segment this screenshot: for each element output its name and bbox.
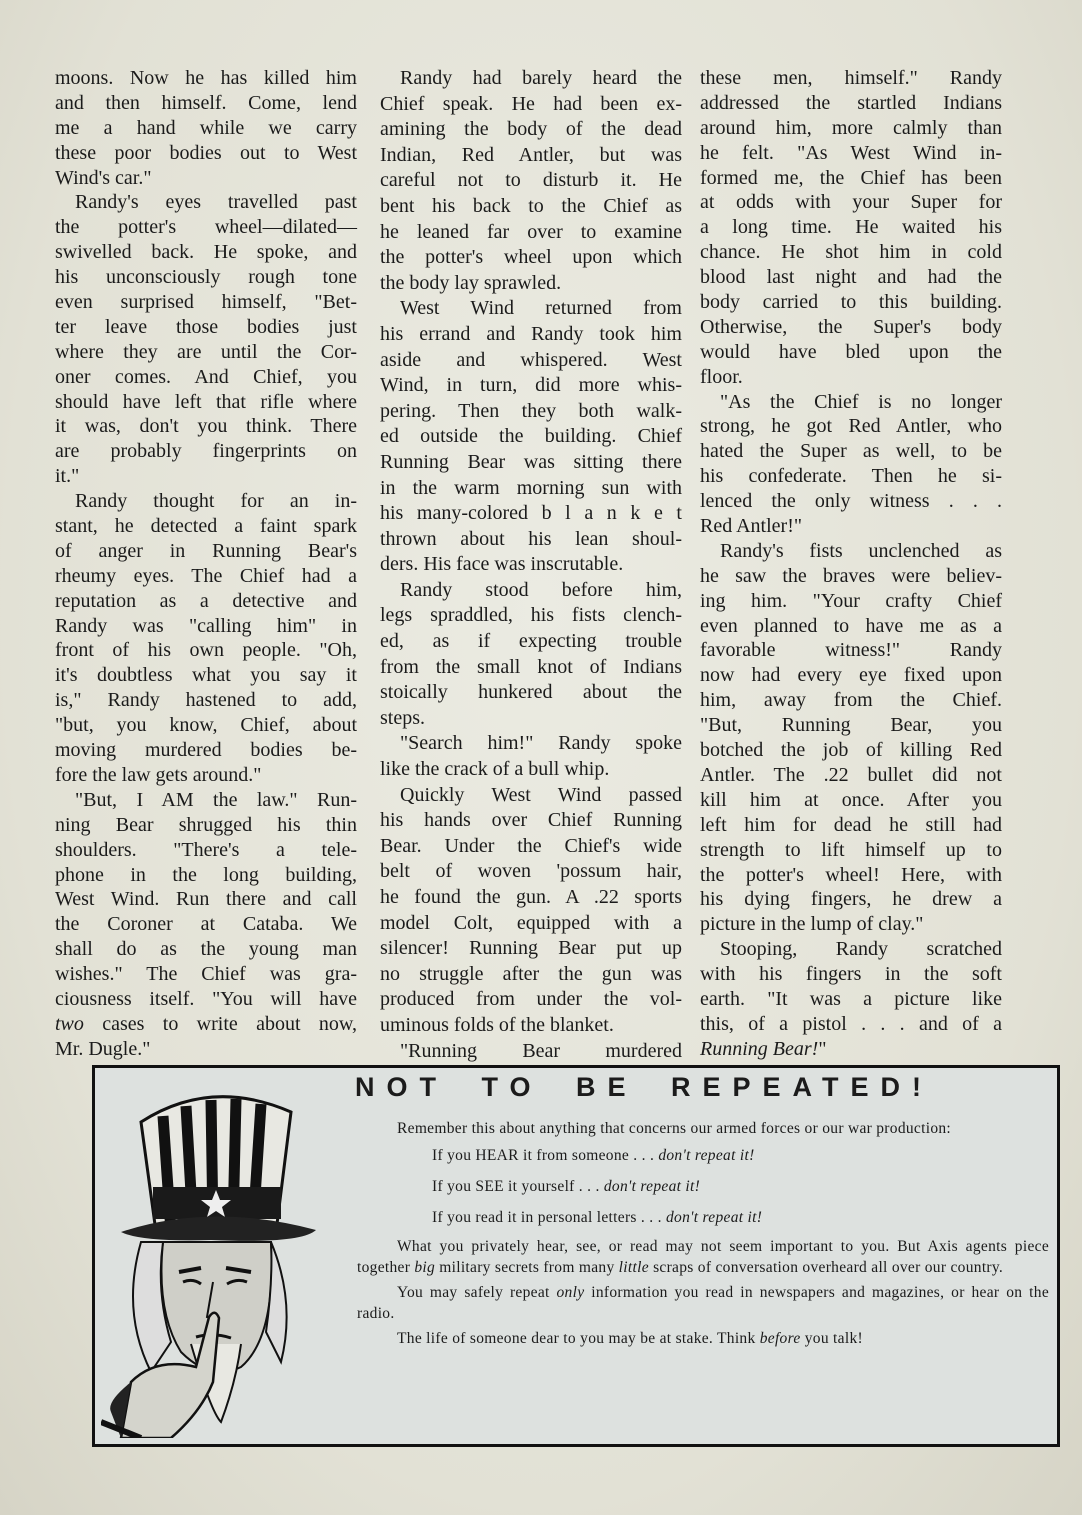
text-line: steps. xyxy=(380,706,425,729)
text-line: ders. His face was inscrutable. xyxy=(380,553,624,576)
text-line: he leaned far over to examine xyxy=(380,220,682,243)
text-line: Otherwise, the Super's body xyxy=(700,315,1002,338)
text-line: thrown about his lean shoul- xyxy=(380,527,682,550)
text-line: Stooping, Randy scratched xyxy=(720,938,1002,961)
text-line: stoically hunkered about the xyxy=(380,681,682,704)
text-segment: military secrets from many xyxy=(435,1259,619,1276)
text-line: would have bled upon the xyxy=(700,340,1002,363)
text-line: with his fingers in the soft xyxy=(700,963,1002,986)
text-line: produced from under the vol- xyxy=(380,988,682,1011)
text-line: these poor bodies out to West xyxy=(55,141,357,164)
text-line: Chief speak. He had been ex- xyxy=(380,92,682,115)
text-line: belt of woven 'possum hair, xyxy=(380,860,682,883)
text-line: it was, don't you think. There xyxy=(55,415,357,438)
notice-title: NOT TO BE REPEATED! xyxy=(355,1072,934,1102)
rule-emphasis: don't repeat it! xyxy=(658,1147,755,1164)
text-line: lenced the only witness . . . xyxy=(700,490,1002,513)
text-line: like the crack of a bull whip. xyxy=(380,758,610,781)
text-line: even surprised himself, "Bet- xyxy=(55,291,357,314)
text-line: is," Randy hastened to add, xyxy=(55,689,357,712)
text-line: aside and whispered. West xyxy=(380,348,682,371)
text-line: strong, he got Red Antler, who xyxy=(700,415,1002,438)
text-line: formed me, the Chief has been xyxy=(700,166,1002,189)
text-line: Randy's fists unclenched as xyxy=(720,539,1002,562)
text-line: Randy thought for an in- xyxy=(75,490,357,513)
text-line: Randy stood before him, xyxy=(400,578,682,601)
text-segment: You may safely repeat xyxy=(397,1284,557,1301)
text-line: should have left that rifle where xyxy=(55,390,357,413)
text-segment: before xyxy=(759,1330,801,1347)
text-line: legs spraddled, his fists clench- xyxy=(380,604,682,627)
text-line: around him, more calmly than xyxy=(700,116,1002,139)
text-line: botched the job of killing Red xyxy=(700,739,1002,762)
text-line: and then himself. Come, lend xyxy=(55,91,357,114)
text-line: stant, he detected a faint spark xyxy=(55,515,357,538)
text-line: rheumy eyes. The Chief had a xyxy=(55,564,357,587)
text-segment: information you read in newspapers and magazines, or hear on the radio. xyxy=(357,1284,1050,1322)
rule-text: If you SEE it yourself . . . xyxy=(432,1178,604,1195)
text-line: it." xyxy=(55,465,80,488)
text-line: fore the law gets around." xyxy=(55,763,262,786)
text-line: "Running Bear murdered xyxy=(400,1039,682,1062)
text-segment: little xyxy=(618,1259,649,1276)
text-line: he found the gun. A .22 sports xyxy=(380,886,682,908)
text-segment: What you privately hear, see, or read may not seem important to you. But Axis agents piece together xyxy=(357,1238,1049,1276)
text-line: chance. He shot him in cold xyxy=(700,241,1002,264)
text-line: reputation as a detective and xyxy=(55,589,357,612)
notice-rule xyxy=(357,1205,1049,1231)
text-line xyxy=(700,1037,1002,1062)
text-line: picture in the lump of clay." xyxy=(700,913,924,936)
text-line: these men, himself." Randy xyxy=(700,67,1002,89)
text-line: blood last night and had the xyxy=(700,266,1002,289)
text-segment: you talk! xyxy=(800,1330,863,1347)
text-line: front of his own people. "Oh, xyxy=(55,639,357,662)
text-line: Randy had barely heard the xyxy=(400,67,682,89)
text-line: ter leave those bodies just xyxy=(55,315,357,338)
text-line: are probably fingerprints on xyxy=(55,440,357,463)
text-line: oner comes. And Chief, you xyxy=(55,365,357,388)
text-line: ing him. "Your crafty Chief xyxy=(700,589,1002,612)
text-line: the Coroner at Cataba. We xyxy=(55,913,357,936)
text-line: moving murdered bodies be- xyxy=(55,739,357,762)
text-line: this, of a pistol . . . and of a xyxy=(700,1012,1002,1035)
text-line: swivelled back. He spoke, and xyxy=(55,241,357,264)
text-line: the potter's wheel! Here, with xyxy=(700,863,1002,886)
text-line: the body lay sprawled. xyxy=(380,271,562,294)
text-line: uminous folds of the blanket. xyxy=(380,1013,614,1036)
text-column-2 xyxy=(380,66,682,1064)
notice-paragraph xyxy=(357,1282,1049,1324)
text-segment: Running Bear! xyxy=(700,1037,819,1060)
text-line: it's doubtless what you say it xyxy=(55,664,357,687)
uncle-sam-illustration xyxy=(101,1082,349,1438)
text-line: where they are until the Cor- xyxy=(55,340,357,363)
text-line: him, away from the Chief. xyxy=(700,689,1002,712)
text-line: "But, I AM the law." Run- xyxy=(75,788,357,811)
text-line: he felt. "As West Wind in- xyxy=(700,141,1002,164)
notice-paragraph xyxy=(357,1328,1049,1349)
text-line: West Wind returned from xyxy=(400,297,682,320)
text-line: at odds with your Super for xyxy=(700,191,1002,214)
text-line: a long time. He waited his xyxy=(700,216,1002,239)
text-line: the potter's wheel—dilated— xyxy=(55,216,357,239)
text-line: Mr. Dugle." xyxy=(55,1037,151,1060)
text-line: his errand and Randy took him xyxy=(380,322,682,345)
text-column-1 xyxy=(55,66,357,1062)
notice-rule xyxy=(357,1174,1049,1200)
text-segment: scraps of conversation overheard all over our country. xyxy=(648,1259,1004,1276)
text-line xyxy=(55,1012,357,1037)
text-line: his unconsciously rough tone xyxy=(55,266,357,289)
text-line: now had every eye fixed upon xyxy=(700,664,1002,687)
text-line: strength to lift himself up to xyxy=(700,838,1002,861)
text-line: his hands over Chief Running xyxy=(380,809,682,832)
text-line: ed, as if expecting trouble xyxy=(380,630,682,653)
text-column-3 xyxy=(700,66,1002,1062)
text-line: moons. Now he has killed him xyxy=(55,67,357,89)
text-line: Antler. The .22 bullet did not xyxy=(700,763,1002,786)
text-line: his dying fingers, he drew a xyxy=(700,888,1002,911)
text-line: floor. xyxy=(700,365,743,388)
text-line: earth. "It was a picture like xyxy=(700,987,1002,1010)
text-line: West Wind. Run there and call xyxy=(55,888,357,911)
text-line: addressed the startled Indians xyxy=(700,91,1002,114)
text-line: he saw the braves were believ- xyxy=(700,564,1002,587)
text-line: amining the body of the dead xyxy=(380,118,682,141)
text-line: the potter's wheel upon which xyxy=(380,246,682,269)
rule-emphasis: don't repeat it! xyxy=(665,1209,763,1226)
text-segment: big xyxy=(414,1259,436,1276)
text-line: model Colt, equipped with a xyxy=(380,911,682,934)
text-line: Red Antler!" xyxy=(700,515,803,538)
text-line: me a hand while we carry xyxy=(55,116,357,139)
text-line: pering. Then they both walk- xyxy=(380,399,682,422)
text-segment: two xyxy=(55,1012,84,1035)
text-line: Randy's eyes travelled past xyxy=(75,191,357,214)
text-line: Wind's car." xyxy=(55,166,152,189)
text-line: silencer! Running Bear put up xyxy=(380,937,682,960)
text-line: Indian, Red Antler, but was xyxy=(380,143,682,166)
notice-body xyxy=(357,1118,1049,1353)
text-line: ning Bear shrugged his thin xyxy=(55,813,357,836)
text-line: ed outside the building. Chief xyxy=(380,425,682,448)
text-line: favorable witness!" Randy xyxy=(700,639,1002,662)
text-line: bent his back to the Chief as xyxy=(380,194,682,217)
text-line: even planned to have me as a xyxy=(700,614,1002,637)
text-line: "But, Running Bear, you xyxy=(700,714,1002,737)
text-line: wishes." The Chief was gra- xyxy=(55,963,357,986)
text-line: his confederate. Then he si- xyxy=(700,465,1002,488)
notice-paragraph xyxy=(357,1236,1049,1278)
text-line: shoulders. "There's a tele- xyxy=(55,838,357,861)
text-line: "but, you know, Chief, about xyxy=(55,714,357,737)
text-line: of anger in Running Bear's xyxy=(55,539,357,562)
text-line: shall do as the young man xyxy=(55,938,357,961)
text-segment: only xyxy=(556,1284,585,1301)
text-line: ciousness itself. "You will have xyxy=(55,987,357,1010)
text-line: "Search him!" Randy spoke xyxy=(400,732,682,755)
war-notice-box xyxy=(92,1065,1060,1447)
text-line: body carried to this building. xyxy=(700,291,1002,314)
rule-text: If you HEAR it from someone . . . xyxy=(432,1147,659,1164)
notice-rule xyxy=(357,1143,1049,1169)
text-segment: The life of someone dear to you may be at stake. Think xyxy=(397,1330,760,1347)
notice-intro: Remember this about anything that concerns our armed forces or our war production: xyxy=(397,1120,952,1137)
text-segment: cases to write about now, xyxy=(83,1012,357,1035)
text-line: no struggle after the gun was xyxy=(380,962,682,985)
text-line: Randy was "calling him" in xyxy=(55,614,357,637)
text-line: careful not to disturb it. He xyxy=(380,169,682,192)
text-line: hated the Super as well, to be xyxy=(700,440,1002,463)
text-line: kill him at once. After you xyxy=(700,788,1002,811)
text-line: in the warm morning sun with xyxy=(380,476,682,499)
text-segment: " xyxy=(818,1037,827,1060)
text-line: his many-colored b l a n k e t xyxy=(380,502,682,525)
text-line: Running Bear was sitting there xyxy=(380,450,682,473)
text-line: left him for dead he still had xyxy=(700,813,1002,836)
text-line: phone in the long building, xyxy=(55,863,357,886)
text-line: Quickly West Wind passed xyxy=(400,783,682,806)
text-line: from the small knot of Indians xyxy=(380,655,682,678)
rule-text: If you read it in personal letters . . . xyxy=(432,1209,666,1226)
text-line: Wind, in turn, did more whis- xyxy=(380,374,682,397)
text-line: "As the Chief is no longer xyxy=(720,390,1002,413)
text-line: Bear. Under the Chief's wide xyxy=(380,834,682,857)
rule-emphasis: don't repeat it! xyxy=(603,1178,701,1195)
